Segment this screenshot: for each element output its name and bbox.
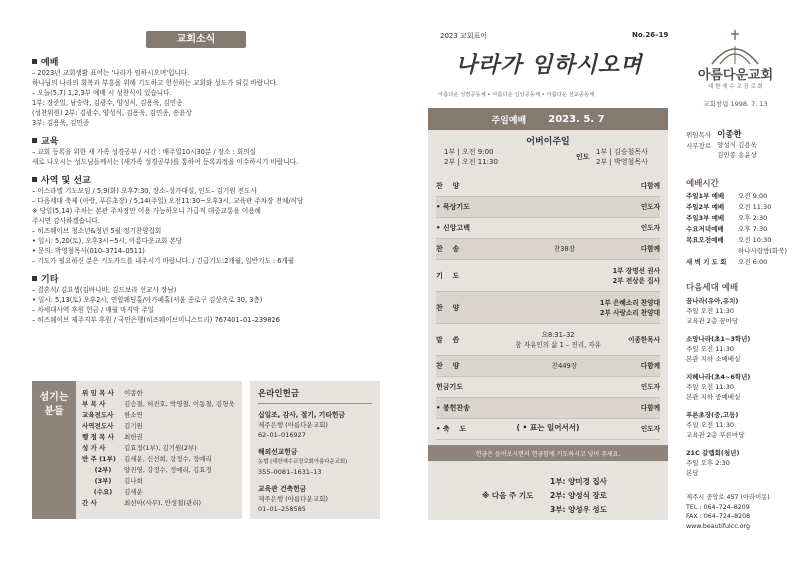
church-building-icon — [690, 28, 780, 66]
standing-note: ( • 표는 일어서서) — [516, 423, 580, 432]
next-gen-title: 다음세대 예배 — [686, 283, 739, 293]
next-week-item: 2부: 양성식 장로 — [550, 491, 607, 500]
order-leader: 1부 장명선 권사 2부 전상운 집사 — [612, 266, 660, 285]
offering-account: 01–01–258585 — [258, 505, 306, 513]
news-line: (성찬위원) 2부: 김광수, 양성식, 김용욱, 김민종, 송윤상 — [32, 109, 192, 117]
issue-number: No.26–19 — [632, 31, 669, 39]
bullet-square-icon — [32, 138, 37, 143]
next-week-item: 3부: 양성우 성도 — [550, 505, 607, 514]
next-week-list — [550, 475, 607, 517]
pastor-name: 이종한 — [717, 130, 742, 140]
offering-label: 해외선교헌금 — [258, 448, 298, 456]
worship-time: 오후 7:30 — [738, 225, 768, 233]
worship-name: 주일2부 예배 — [686, 203, 725, 211]
address: 제주시 중앙로 457 (아라이동) — [686, 494, 770, 501]
next-gen-item — [686, 334, 791, 364]
news-line: 새로 나오시는 성도님들께서는 (새가족 성경공부)를 통하여 등록과정을 이수하시기 바랍니다. — [32, 158, 299, 166]
order-item: 찬 양 — [436, 303, 460, 312]
order-leader: 인도자 — [640, 224, 660, 232]
online-offering-title: 온라인헌금 — [258, 387, 372, 404]
news-line: – 히즈웨이브 청소년&청년 5월 정기찬양집회 — [32, 227, 162, 235]
worship-time: 오전 9:00 — [738, 192, 768, 200]
worship-name: 주일3부 예배 — [686, 214, 725, 222]
next-gen-detail: 본관 지하 중예배실 — [686, 393, 741, 401]
offering-account: 62–01–016927 — [258, 431, 306, 439]
next-gen-detail: 본관 지하 소예배실 — [686, 355, 741, 363]
next-gen-detail: 주일 오후 2:30 — [686, 459, 730, 467]
elders-names: 양성식 김용욱 김민종 송윤상 — [717, 141, 757, 159]
worship-time-row — [686, 257, 791, 268]
section-title: 기타 — [32, 272, 372, 285]
offering-item — [258, 484, 372, 514]
news-line: – 히즈웨이브 제주지부 후원 / 국민은행(히즈웨이브미니스트리) 767401–01–239826 — [32, 316, 280, 324]
order-leader: 다함께 — [640, 404, 660, 412]
news-line: – 다음세대 축제 (아랑, 푸른초장) / 5,14(주일) 오전11:30~오후3시, 교육관 주차장 전체/식당 — [32, 197, 304, 205]
church-subtitle: 대 한 예 수 교 장 로 회 — [708, 84, 763, 90]
order-row — [436, 260, 660, 292]
bullet-square-icon — [32, 177, 37, 182]
news-line: – 이스라엘 기도모임 / 5,9(화) 오후7:30, 장소–성가대실, 인도– 김기원 전도사 — [32, 187, 257, 195]
service-lead: 1부 | 김승철목사 — [596, 148, 648, 156]
order-item: • 축 도 — [436, 425, 467, 433]
next-gen-name: 소망나라(초1~3학년) — [686, 335, 751, 343]
elders-row — [686, 141, 757, 160]
next-gen-detail: 교육관 2층 푸른마당 — [686, 431, 745, 439]
order-row — [436, 176, 660, 197]
section-title: 사역 및 선교 — [32, 173, 372, 186]
worship-time: 오전 10:30 — [738, 236, 772, 244]
website-link[interactable]: www.beautifulcc.org — [686, 522, 751, 530]
pastor-role: 위임목사 — [686, 130, 712, 139]
order-row — [436, 398, 660, 419]
tagline: 아름다운 성령공동체 • 아름다운 신앙공동체 • 아름다운 선교공동체 — [438, 92, 595, 98]
service-header — [428, 108, 668, 130]
offering-note-bar — [428, 445, 668, 461]
worship-time-row — [686, 246, 791, 257]
service-leads — [596, 147, 648, 167]
order-leader: 인도자 — [640, 425, 660, 433]
service-lead: 2부 | 박영철목사 — [596, 158, 648, 166]
news-line: 1부: 장준일, 남승락, 김광수, 양성식, 김용욱, 김민종 — [32, 99, 183, 107]
lead-label: 인도 — [576, 153, 590, 161]
news-line: 주시면 감사하겠습니다. — [32, 217, 100, 225]
order-leader: 인도자 — [640, 383, 660, 391]
next-week-label: ※ 다음 주 기도 — [482, 491, 534, 500]
news-line: ※ 당일(5,14) 주차는 본관 주차장만 이용 가능하오니 가급적 대중교통을 이용해 — [32, 207, 261, 215]
order-row — [436, 356, 660, 377]
news-line: • 문의: 박영철목사(010–3714–0511) — [32, 247, 145, 255]
order-row — [436, 292, 660, 324]
order-item: 찬 양 — [436, 362, 460, 370]
offering-bank: 제주은행 (아름다운교회) — [258, 495, 328, 503]
founded: 교회창립 1998. 7. 13 — [703, 100, 768, 108]
next-gen-item — [686, 296, 791, 326]
news-line: – 교회 등록을 위한 새 가족 성경공부 / 시간 : 매주일10시30분 / 장소 : 회의실 — [32, 148, 256, 156]
section-ministry — [32, 173, 372, 266]
worship-time-row — [686, 213, 791, 224]
servant-row: (수요) 김세운 — [93, 488, 143, 496]
servant-row: 행 정 목 사 최헌권 — [82, 433, 143, 441]
worship-time: 하나사랑방(화북) — [738, 247, 788, 255]
worship-name: 주일1부 예배 — [686, 192, 725, 200]
offering-label: 십일조, 감사, 절기, 기타헌금 — [258, 411, 346, 419]
contact — [686, 493, 770, 531]
elders-role: 시무장로 — [686, 142, 712, 150]
servant-row: (2부) 양진영, 강정수, 정예리, 김효정 — [94, 466, 212, 474]
worship-time-row — [686, 191, 791, 202]
offering-label: 교육관 건축헌금 — [258, 485, 307, 493]
worship-name: 수요저녁예배 — [686, 225, 724, 233]
service-times — [444, 147, 498, 167]
worship-name: 목요오전예배 — [686, 236, 724, 244]
offering-account: 355–0081–1631–13 — [258, 468, 322, 476]
order-of-worship — [428, 108, 668, 520]
offering-bank: 제주은행 (아름다운교회) — [258, 421, 328, 429]
motto-banner — [428, 42, 670, 84]
next-gen-item — [686, 448, 791, 478]
order-leader: 1부 은혜소리 찬양대 2부 사랑소리 찬양대 — [599, 298, 660, 317]
order-leader: 인도자 — [640, 203, 660, 211]
news-line: – 차세대사역 후원 헌금 / 매월 마지막 주일 — [32, 306, 155, 314]
order-leader: 이종한목사 — [628, 335, 660, 344]
next-gen-detail: 본당 — [686, 469, 699, 477]
bullet-square-icon — [32, 276, 37, 281]
section-title: 교육 — [32, 134, 372, 147]
next-gen-item — [686, 410, 791, 440]
service-time: 1부 | 오전 9:00 — [444, 148, 494, 156]
next-gen-name: 지혜나라(초4~6학년) — [686, 373, 751, 381]
worship-name: 새 벽 기 도 회 — [686, 258, 727, 266]
service-time: 2부 | 오전 11:30 — [444, 158, 498, 166]
servants-title: 섬기는 분들 — [39, 392, 69, 417]
order-item: • 봉헌찬송 — [436, 404, 470, 412]
next-gen-detail: 교육관 2층 꿈마당 — [686, 317, 739, 325]
news-sections — [32, 55, 372, 325]
section-etc — [32, 272, 372, 325]
worship-times — [686, 191, 791, 268]
offering-item — [258, 410, 372, 440]
offering-note: 헌금은 들어오시면서 헌금함에 기도하시고 넣어 주세요. — [475, 450, 621, 458]
servant-row: 간 사 최선아(사무), 안성철(관리) — [82, 499, 202, 507]
worship-times-title: 예배시간 — [686, 179, 719, 189]
order-leader: 다함께 — [640, 245, 660, 253]
section-education — [32, 134, 372, 167]
order-item: • 신앙고백 — [436, 224, 470, 232]
order-item: 기 도 — [436, 271, 460, 280]
motto-year: 2023 교회표어 — [440, 32, 488, 40]
church-logo — [690, 28, 780, 66]
order-item: 헌금기도 — [436, 383, 464, 391]
news-header: 교회소식 — [146, 31, 246, 48]
servant-row: 반 주 (1부) 김세운, 신선희, 강정수, 정예리 — [82, 455, 212, 463]
next-gen-name: 21C 갈렙회(청년) — [686, 449, 740, 457]
order-item: 찬 송 — [436, 245, 460, 253]
service-title: 주일예배 — [491, 115, 527, 126]
next-gen-detail: 주일 오전 11:30 — [686, 383, 734, 391]
church-name: 아름다운교회 — [697, 68, 774, 83]
offering-bank: 농협 (대한예수교장로회아름다운교회) — [258, 459, 348, 465]
order-detail: 요8:31–32 참 자유인의 삶 1 – 진리, 자유 — [515, 330, 601, 349]
servants-title-bar — [32, 381, 76, 519]
news-line: – 오늘(5.7) 1,2,3부 예배 시 성찬식이 있습니다. — [32, 89, 172, 97]
online-offering-box — [250, 381, 380, 519]
order-item: 찬 양 — [436, 182, 460, 190]
worship-time-row — [686, 235, 791, 246]
occasion: 어버이주일 — [526, 137, 570, 147]
next-gen-detail: 주일 오전 11:30 — [686, 345, 734, 353]
fax: FAX : 064–724–8208 — [686, 513, 751, 520]
order-row — [436, 197, 660, 218]
worship-time: 오후 2:30 — [738, 214, 768, 222]
section-title: 예배 — [32, 55, 372, 68]
servant-row: 성 가 사 김효정(1부), 김기원(2부) — [82, 444, 197, 452]
worship-time: 오전 11:30 — [738, 203, 772, 211]
worship-time-row — [686, 224, 791, 235]
servant-row: 부 목 사 김승철, 허진호, 박영철, 이동철, 김형욱 — [82, 400, 235, 408]
order-item: • 묵상기도 — [436, 203, 470, 211]
bullet-square-icon — [32, 59, 37, 64]
order-row — [436, 377, 660, 398]
news-line: – 결혼식/ 김요셉(김바나바, 김드보라 선교사 장남) — [32, 286, 177, 294]
order-detail: 찬38장 — [553, 245, 576, 253]
next-week-item: 1부: 양미경 집사 — [550, 477, 607, 486]
servants-box — [32, 381, 242, 519]
order-leader: 다함께 — [640, 362, 660, 370]
next-gen-name: 푸른초장(중,고등) — [686, 411, 739, 419]
next-gen-item — [686, 372, 791, 402]
section-worship — [32, 55, 372, 128]
news-line: • 일시: 5,13(토) 오후2시, 연합웨딩홀/아가페홀(서울 종로구 김상옥로 30, 3층) — [32, 296, 263, 304]
worship-time: 오전 6:00 — [738, 258, 768, 266]
pastor-row — [686, 128, 742, 140]
order-leader: 다함께 — [640, 182, 660, 190]
news-line: • 일시: 5,20(토), 오후3시~5시, 아름다운교회 본당 — [32, 237, 183, 245]
next-gen-name: 꿈나라(유아,유치) — [686, 297, 739, 305]
worship-name — [686, 246, 738, 257]
order-detail: 찬449장 — [551, 362, 578, 370]
worship-time-row — [686, 202, 791, 213]
news-line: 3부: 김용욱, 김민종 — [32, 119, 90, 127]
news-line: – 기도가 필요하신 분은 기도카드를 내주시기 바랍니다. / 긴급기도:2개월, 일반기도 : 6개월 — [32, 257, 295, 265]
motto-text: 나라가 임하시오며 — [455, 51, 643, 78]
servant-row: 교육전도사 한소연 — [82, 411, 143, 419]
news-line: – 2023년 교회생활 표어는 '나라가 임하시오며'입니다. — [32, 69, 190, 77]
servant-row: 사역전도사 김기원 — [82, 422, 143, 430]
order-row — [436, 218, 660, 239]
news-line: 하나님의 나라의 회복과 부흥을 위해 기도하고 헌신하는 교회와 성도가 되길 바랍니다. — [32, 79, 278, 87]
next-gen-detail: 주일 오전 11:30 — [686, 421, 734, 429]
order-item: 말 씀 — [436, 335, 460, 344]
servant-row: (3부) 김나희 — [94, 477, 143, 485]
next-gen-services — [686, 296, 791, 486]
servant-row: 위 임 목 사 이종한 — [82, 389, 143, 397]
order-row — [436, 239, 660, 260]
next-gen-detail: 주일 오전 11:30 — [686, 307, 734, 315]
order-row — [436, 324, 660, 356]
offering-item — [258, 447, 372, 477]
service-date: 2023. 5. 7 — [548, 113, 605, 125]
servants-list — [82, 388, 240, 509]
tel: TEL : 064–724–8209 — [686, 503, 750, 511]
